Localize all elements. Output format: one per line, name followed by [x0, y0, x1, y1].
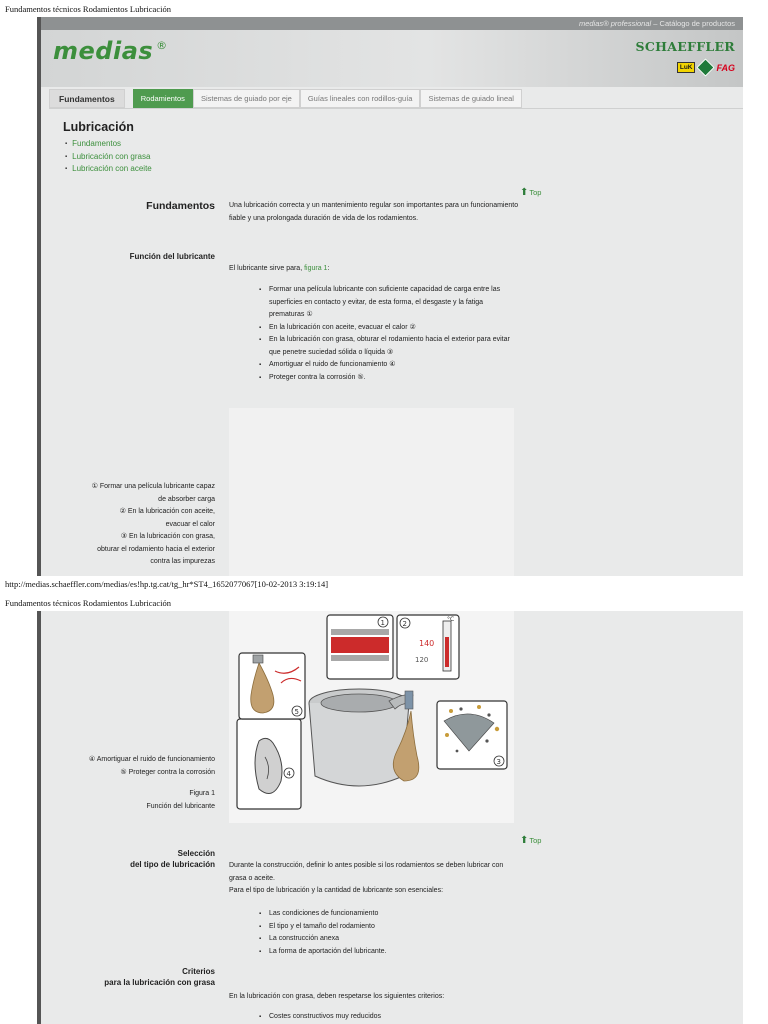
brand-logos — [677, 61, 735, 74]
list-item: ▪ En la lubricación con grasa, obturar el rodamiento hacia el exterior para evitar que penetre suciedad sólida o líquida ③ — [259, 334, 519, 359]
print-page-title-2: Fundamentos técnicos Rodamientos Lubricación — [5, 598, 171, 608]
list-item: ▪ Proteger contra la corrosión ⑤. — [259, 372, 519, 385]
caption-line: ③ En la lubricación con grasa, — [120, 533, 215, 540]
caption-line: ① Formar una película lubricante capaz — [91, 483, 215, 490]
site-header — [41, 30, 743, 87]
top-bar — [41, 17, 743, 30]
list-item: ▪ El tipo y el tamaño del rodamiento — [259, 921, 519, 934]
svg-text:1: 1 — [380, 619, 385, 627]
seleccion-text: Durante la construcción, definir lo antes posible si los rodamientos se deben lubricar con grasa o aceite. Para el tipo de lubricación y la cantidad de lubricante son esenciales: — [229, 862, 504, 894]
criterios-list — [259, 1011, 519, 1024]
schaeffler-logo[interactable]: SCHAEFFLER — [635, 39, 735, 54]
page-frame-2 — [37, 611, 743, 1024]
toc-link-grasa[interactable]: ▪ Lubricación con grasa — [65, 151, 152, 164]
list-item: ▪ Formar una película lubricante con suficiente capacidad de carga entre las superficies en contacto y evitar, de esta forma, el desgaste y la fatiga prematuras ① — [259, 284, 519, 322]
section-label-criterios: Criterios para la lubricación con grasa — [104, 967, 215, 987]
caption-line: ② En la lubricación con aceite, — [119, 508, 215, 515]
temp-high-label: 140 — [419, 639, 435, 648]
funcion-intro: El lubricante sirve para, figura 1: — [229, 265, 330, 272]
topbar-rest: – Catálogo de productos — [651, 19, 735, 28]
section-label-funcion: Función del lubricante — [129, 252, 215, 261]
svg-text:2: 2 — [402, 620, 407, 628]
toc-link-fundamentos[interactable]: ▪ Fundamentos — [65, 138, 152, 151]
figure-caption-part2 — [15, 754, 215, 779]
page-title: Lubricación — [63, 120, 134, 134]
ina-logo-icon — [697, 58, 715, 76]
medias-logo[interactable]: medias ® — [53, 37, 168, 65]
svg-text:4: 4 — [286, 770, 291, 778]
caption-line: contra las impurezas — [150, 558, 215, 565]
list-item: ▪ Las condiciones de funcionamiento — [259, 908, 519, 921]
section-label-seleccion: Selección del tipo de lubricación — [130, 849, 215, 869]
funcion-list — [259, 284, 519, 384]
svg-text:5: 5 — [294, 708, 299, 716]
up-arrow-icon: ⬆ — [520, 187, 529, 198]
main-tabs — [49, 89, 522, 108]
list-item: ▪ La construcción anexa — [259, 933, 519, 946]
criterios-text: En la lubricación con grasa, deben respetarse los siguientes criterios: — [229, 993, 445, 1000]
luk-logo: LuK — [677, 62, 696, 73]
tab-sistemas-guiado-lineal[interactable]: Sistemas de guiado lineal — [420, 89, 521, 108]
print-page-title: Fundamentos técnicos Rodamientos Lubricación — [5, 4, 171, 14]
topbar-brand: medias® professional — [578, 19, 652, 28]
content-divider — [49, 108, 743, 109]
fag-logo: FAG — [716, 62, 735, 73]
seleccion-list — [259, 908, 519, 958]
toc-link-aceite[interactable]: ▪ Lubricación con aceite — [65, 163, 152, 176]
figure-title — [35, 788, 215, 813]
lubricant-function-illustration — [229, 611, 514, 823]
figure-1-upper — [229, 408, 514, 576]
caption-line: ④ Amortiguar el ruido de funcionamiento — [88, 756, 215, 763]
caption-line: evacuar el calor — [165, 520, 215, 528]
table-of-contents — [65, 138, 152, 176]
up-arrow-icon: ⬆ — [520, 835, 529, 846]
caption-line: de absorber carga — [158, 495, 215, 503]
temp-low-label: 120 — [415, 656, 429, 664]
caption-line: ⑤ Proteger contra la corrosión — [120, 768, 215, 776]
figure-name: Función del lubricante — [146, 802, 215, 810]
page-frame-1 — [37, 17, 743, 576]
tab-guias-lineales[interactable]: Guías lineales con rodillos-guía — [300, 89, 421, 108]
list-item: ▪ Costes constructivos muy reducidos — [259, 1011, 519, 1024]
tab-sistemas-guiado-eje[interactable]: Sistemas de guiado por eje — [193, 89, 300, 108]
tab-fundamentos[interactable]: Fundamentos — [49, 89, 125, 108]
temp-unit-label: °C — [447, 616, 455, 623]
figura-1-link[interactable]: figura 1 — [304, 265, 328, 272]
tab-rodamientos[interactable]: Rodamientos — [133, 89, 193, 108]
print-footer-url: http://medias.schaeffler.com/medias/es!hp.tg.cat/tg_hr*ST4_1652077067[10-02-2013 3:19:14] — [5, 579, 329, 589]
caption-line: obturar el rodamiento hacia el exterior — [97, 545, 215, 553]
figure-1-lower — [229, 611, 514, 823]
figure-number: Figura 1 — [189, 790, 215, 797]
list-item: ▪ En la lubricación con aceite, evacuar el calor ② — [259, 322, 519, 335]
top-link[interactable]: ⬆Top — [520, 187, 542, 198]
figure-caption-part1 — [35, 481, 215, 569]
list-item: ▪ La forma de aportación del lubricante. — [259, 946, 519, 959]
list-item: ▪ Amortiguar el ruido de funcionamiento ④ — [259, 359, 519, 372]
fundamentos-text: Una lubricación correcta y un mantenimiento regular son importantes para un funcionamiento fiable y una prolongada duración de vida de los rodamientos. — [229, 202, 519, 222]
top-link-2[interactable]: ⬆Top — [520, 835, 542, 846]
section-label-fundamentos: Fundamentos — [146, 200, 215, 212]
svg-text:3: 3 — [496, 758, 501, 766]
